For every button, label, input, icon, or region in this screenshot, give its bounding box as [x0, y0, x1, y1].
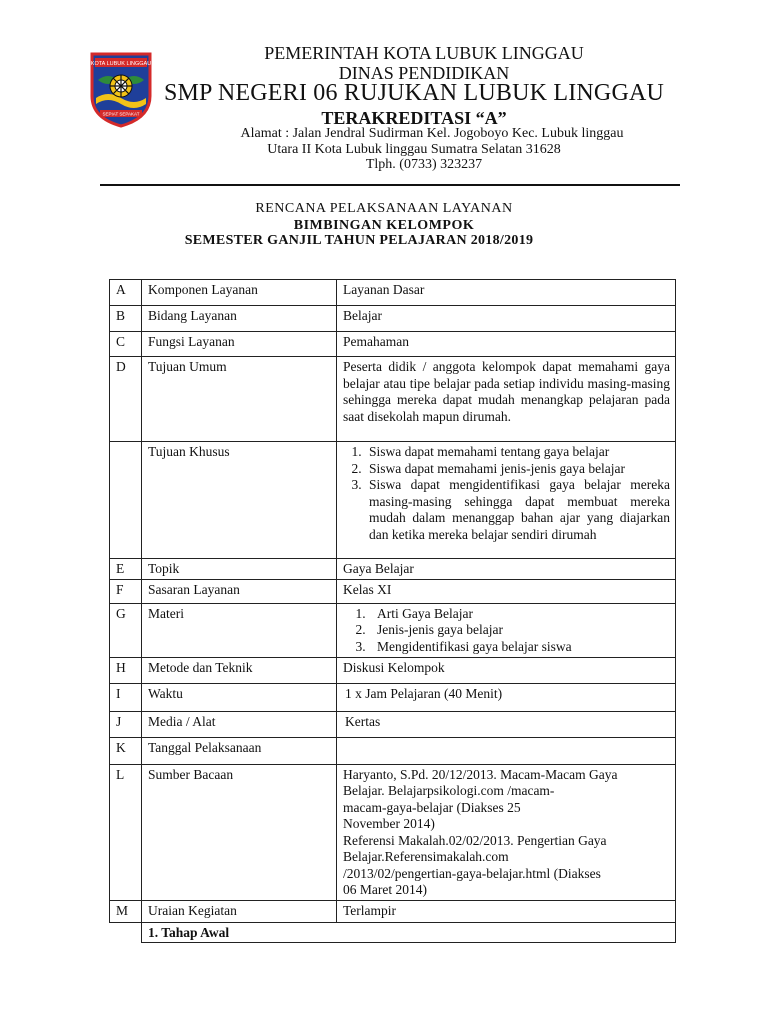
row-value: Kelas XI: [337, 579, 676, 603]
row-value: Diskusi Kelompok: [337, 657, 676, 683]
doc-title: RENCANA PELAKSANAAN LAYANAN: [255, 201, 513, 216]
table-row: [110, 332, 676, 357]
row-label: Sasaran Layanan: [142, 579, 337, 603]
list-item: 2. Siswa dapat memahami jenis-jenis gaya belajar: [365, 461, 670, 478]
address-line-1: Alamat : Jalan Jendral Sudirman Kel. Jogoboyo Kec. Lubuk linggau: [240, 126, 624, 141]
table-row: [110, 922, 676, 943]
row-label: Sumber Bacaan: [142, 764, 337, 900]
letterhead-divider: [100, 184, 680, 186]
address-line-2: Utara II Kota Lubuk linggau Sumatra Selatan 31628: [267, 142, 561, 157]
doc-semester: SEMESTER GANJIL TAHUN PELAJARAN 2018/2019: [184, 233, 534, 248]
row-label: Media / Alat: [142, 711, 337, 737]
row-code: [110, 442, 142, 559]
department-name: DINAS PENDIDIKAN: [338, 63, 510, 83]
row-code: E: [110, 559, 142, 580]
row-value: Pemahaman: [337, 332, 676, 357]
row-code: C: [110, 332, 142, 357]
reference-line: Referensi Makalah.02/02/2013. Pengertian Gaya: [343, 832, 607, 848]
row-code: B: [110, 306, 142, 332]
table-row: [110, 357, 676, 442]
row-value: Kertas: [337, 711, 676, 737]
table-row: [110, 579, 676, 603]
table-row: [110, 280, 676, 306]
row-code: G: [110, 603, 142, 657]
table-row: [110, 683, 676, 711]
row-value: [337, 603, 676, 657]
table-row: [110, 559, 676, 580]
row-label: Uraian Kegiatan: [142, 900, 337, 922]
table-row: [110, 711, 676, 737]
list-item: 3. Siswa dapat mengidentifikasi gaya belajar mereka masing-masing sehingga dapat membuat mereka mudah dalam menanggap bahan ajar yang diajarkan dan ketika mereka belajar sendiri dirumah: [365, 477, 670, 543]
row-value: Belajar: [337, 306, 676, 332]
row-code: I: [110, 683, 142, 711]
row-value: [337, 442, 676, 559]
logo-banner-text: KOTA LUBUK LINGGAU: [90, 61, 152, 67]
reference-line: macam-gaya-belajar (Diakses 25: [343, 799, 521, 815]
list-item: 2. Jenis-jenis gaya belajar: [369, 622, 670, 639]
material-list: [343, 606, 670, 656]
table-row: [110, 306, 676, 332]
list-item: 1. Arti Gaya Belajar: [369, 606, 670, 623]
table-row: [110, 442, 676, 559]
specific-goals-list: [343, 444, 670, 543]
row-value: Gaya Belajar: [337, 559, 676, 580]
logo-motto-text: SEPIAT SEPAKAT: [102, 111, 140, 117]
table-row: [110, 657, 676, 683]
service-plan-table: [109, 279, 676, 943]
row-label: Tanggal Pelaksanaan: [142, 737, 337, 764]
reference-line: Belajar.Referensimakalah.com: [343, 849, 509, 864]
table-row: [110, 764, 676, 900]
reference-line: November 2014): [343, 816, 435, 831]
row-label: Waktu: [142, 683, 337, 711]
government-name: PEMERINTAH KOTA LUBUK LINGGAU: [264, 43, 584, 63]
table-row: [110, 603, 676, 657]
row-code: M: [110, 900, 142, 922]
row-label: Bidang Layanan: [142, 306, 337, 332]
doc-subtitle: BIMBINGAN KELOMPOK: [293, 218, 475, 233]
table-row: [110, 737, 676, 764]
reference-line: 06 Maret 2014): [343, 882, 427, 897]
school-name: SMP NEGERI 06 RUJUKAN LUBUK LINGGAU: [163, 80, 665, 106]
row-value: Terlampir: [337, 900, 676, 922]
row-code: A: [110, 280, 142, 306]
row-label: Topik: [142, 559, 337, 580]
row-code: D: [110, 357, 142, 442]
row-label: Tujuan Umum: [142, 357, 337, 442]
row-label: Komponen Layanan: [142, 280, 337, 306]
list-item: 3. Mengidentifikasi gaya belajar siswa: [369, 639, 670, 656]
accreditation: TERAKREDITASI “A”: [321, 108, 507, 128]
phone-number: Tlph. (0733) 323237: [365, 157, 483, 172]
row-label: Metode dan Teknik: [142, 657, 337, 683]
row-code: H: [110, 657, 142, 683]
table-row: [110, 900, 676, 922]
row-code: L: [110, 764, 142, 900]
row-code: [110, 922, 142, 943]
row-value: [337, 764, 676, 900]
row-label: Materi: [142, 603, 337, 657]
reference-line: /2013/02/pengertian-gaya-belajar.html (Diakses: [343, 865, 601, 881]
row-code: J: [110, 711, 142, 737]
row-code: K: [110, 737, 142, 764]
row-value: Layanan Dasar: [337, 280, 676, 306]
row-value: [337, 737, 676, 764]
reference-line: Haryanto, S.Pd. 20/12/2013. Macam-Macam Gaya: [343, 766, 618, 782]
row-value: Peserta didik / anggota kelompok dapat memahami gaya belajar atau tipe belajar pada setiap individu masing-masing sehingga mereka dapat mudah menangkap pelajaran pada saat disekolah mapun dirumah.: [337, 357, 676, 442]
stage-heading: 1. Tahap Awal: [142, 922, 676, 943]
row-code: F: [110, 579, 142, 603]
reference-line: Belajar. Belajarpsikologi.com /macam-: [343, 783, 555, 798]
row-value: 1 x Jam Pelajaran (40 Menit): [337, 683, 676, 711]
list-item: 1. Siswa dapat memahami tentang gaya belajar: [365, 444, 670, 461]
row-label: Tujuan Khusus: [142, 442, 337, 559]
row-label: Fungsi Layanan: [142, 332, 337, 357]
